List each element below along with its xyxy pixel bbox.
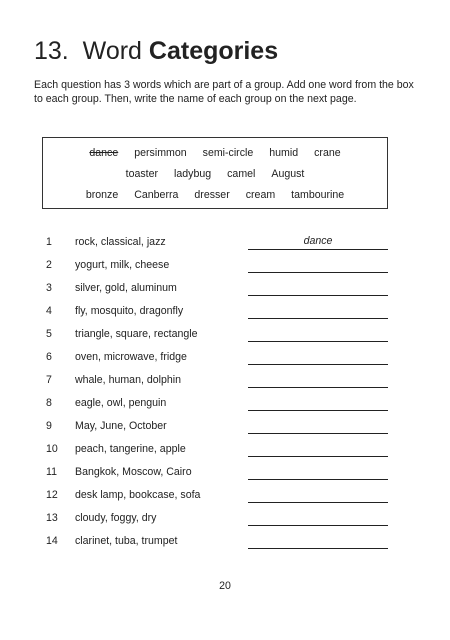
title-number: 13. xyxy=(34,37,69,65)
answer-line[interactable] xyxy=(248,487,388,503)
question-words: peach, tangerine, apple xyxy=(75,443,186,455)
question-row xyxy=(0,326,450,344)
question-number: 7 xyxy=(46,374,52,386)
question-number: 10 xyxy=(46,443,58,455)
question-number: 3 xyxy=(46,282,52,294)
word-box-word: cream xyxy=(245,189,276,201)
word-box-word: crane xyxy=(314,147,341,159)
question-words: eagle, owl, penguin xyxy=(75,397,167,409)
question-row xyxy=(0,349,450,367)
word-box-row xyxy=(43,189,387,201)
word-box-row xyxy=(43,168,387,180)
question-words: triangle, square, rectangle xyxy=(75,328,198,340)
answer-line[interactable] xyxy=(248,418,388,434)
question-row xyxy=(0,533,450,551)
word-box-word: dance xyxy=(89,147,119,159)
question-number: 11 xyxy=(46,466,57,478)
answer-line[interactable] xyxy=(248,441,388,457)
question-row xyxy=(0,372,450,390)
question-number: 1 xyxy=(46,236,52,248)
word-box-word: humid xyxy=(269,147,299,159)
question-number: 4 xyxy=(46,305,52,317)
question-words: silver, gold, aluminum xyxy=(75,282,177,294)
question-number: 9 xyxy=(46,420,52,432)
question-number: 6 xyxy=(46,351,52,363)
word-box xyxy=(42,137,388,209)
question-words: cloudy, foggy, dry xyxy=(75,512,157,524)
question-number: 14 xyxy=(46,535,58,547)
word-box-word: tambourine xyxy=(291,189,345,201)
title-word: Word xyxy=(82,37,142,65)
word-box-word: toaster xyxy=(125,168,159,180)
answer-line[interactable] xyxy=(248,533,388,549)
answer-line[interactable]: dance xyxy=(248,234,388,250)
word-box-word: dresser xyxy=(194,189,230,201)
question-number: 5 xyxy=(46,328,52,340)
question-row xyxy=(0,257,450,275)
answer-line[interactable] xyxy=(248,303,388,319)
question-row xyxy=(0,464,450,482)
question-words: yogurt, milk, cheese xyxy=(75,259,170,271)
question-number: 13 xyxy=(46,512,58,524)
title-bold-word: Categories xyxy=(148,37,279,65)
question-words: rock, classical, jazz xyxy=(75,236,166,248)
question-row xyxy=(0,280,450,298)
question-words: fly, mosquito, dragonfly xyxy=(75,305,184,317)
question-number: 12 xyxy=(46,489,58,501)
answer-line[interactable] xyxy=(248,395,388,411)
word-box-word: camel xyxy=(227,168,256,180)
word-box-row xyxy=(43,147,387,159)
word-box-word: August xyxy=(271,168,305,180)
page-title xyxy=(34,34,278,68)
question-row xyxy=(0,234,450,252)
word-box-word: persimmon xyxy=(134,147,187,159)
page-number: 20 xyxy=(219,580,231,592)
question-row xyxy=(0,487,450,505)
question-row xyxy=(0,418,450,436)
question-words: whale, human, dolphin xyxy=(75,374,182,386)
word-box-word: semi-circle xyxy=(202,147,254,159)
answer-line[interactable] xyxy=(248,349,388,365)
question-words: clarinet, tuba, trumpet xyxy=(75,535,178,547)
question-number: 2 xyxy=(46,259,52,271)
answer-line[interactable] xyxy=(248,372,388,388)
question-words: Bangkok, Moscow, Cairo xyxy=(75,466,192,478)
answer-line[interactable] xyxy=(248,464,388,480)
word-box-word: bronze xyxy=(85,189,119,201)
question-row xyxy=(0,303,450,321)
answer-line[interactable] xyxy=(248,280,388,296)
answer-line[interactable] xyxy=(248,326,388,342)
question-row xyxy=(0,441,450,459)
question-row xyxy=(0,395,450,413)
question-words: oven, microwave, fridge xyxy=(75,351,187,363)
instructions: Each question has 3 words which are part of a group. Add one word from the box to each group. Then, write the name of each group on the next page. xyxy=(34,79,414,105)
answer-line[interactable] xyxy=(248,510,388,526)
question-row xyxy=(0,510,450,528)
word-box-word: Canberra xyxy=(134,189,179,201)
question-number: 8 xyxy=(46,397,52,409)
answer-line[interactable] xyxy=(248,257,388,273)
word-box-word: ladybug xyxy=(174,168,212,180)
question-words: May, June, October xyxy=(75,420,167,432)
question-words: desk lamp, bookcase, sofa xyxy=(75,489,201,501)
